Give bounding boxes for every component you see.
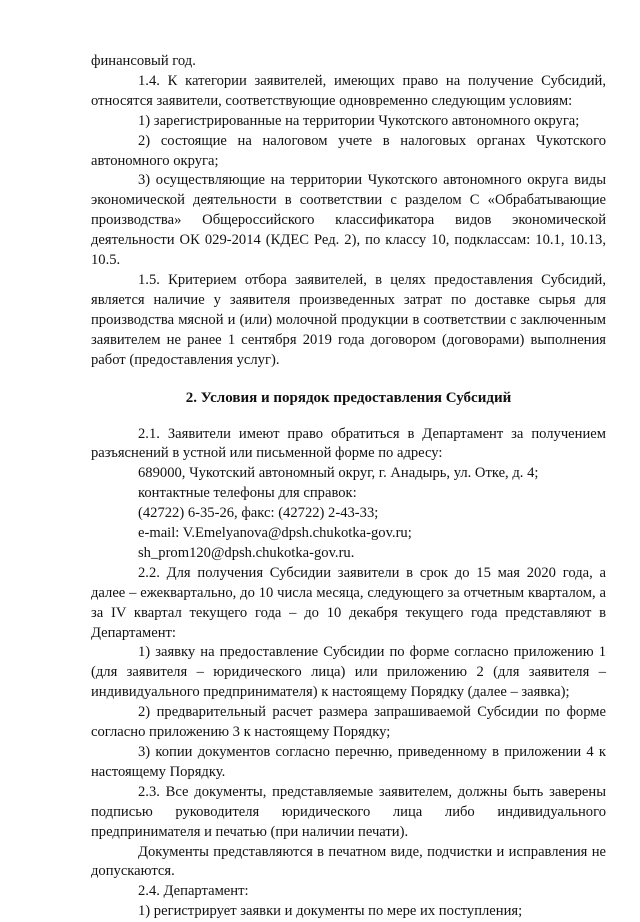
document-page [91, 52, 606, 922]
email-line-2: sh_prom120@dpsh.chukotka-gov.ru. [138, 544, 355, 561]
phones-line: (42722) 6-35-26, факс: (42722) 2-43-33; [138, 505, 379, 522]
list-item-2: 2) предварительный расчет размера запрашиваемой Субсидии по форме согласно приложению 3 к настоящему Порядку; [91, 704, 606, 741]
paragraph-1-4: 1.4. К категории заявителей, имеющих право на получение Субсидий, относятся заявители, соответствующие одновременно следующим условиям: [91, 72, 606, 109]
condition-2: 2) состоящие на налоговом учете в налоговых органах Чукотского автономного округа; [91, 132, 606, 169]
paragraph-2-4-item-1: 1) регистрирует заявки и документы по мере их поступления; [138, 903, 523, 920]
paragraph-2-1: 2.1. Заявители имеют право обратиться в Департамент за получением разъяснений в устной или письменной форме по адресу: [91, 425, 606, 462]
list-item-3: 3) копии документов согласно перечню, приведенному в приложении 4 к настоящему Порядку. [91, 744, 606, 780]
section-2-heading: 2. Условия и порядок предоставления Субсидий [185, 389, 512, 406]
paragraph-2-3: 2.3. Все документы, представляемые заявителем, должны быть заверены подписью руководителя юридического лица либо индивидуального предпринимателя и печатью (при наличии печати). [91, 783, 606, 840]
paragraph-2-3-documents: Документы представляются в печатном виде, подчистки и исправления не допускаются. [91, 843, 606, 880]
paragraph-1-5: 1.5. Критерием отбора заявителей, в целях предоставления Субсидий, является наличие у заявителя произведенных затрат по доставке сырья для производства мясной и (или) молочной продукции в соответствии с заключенным заявителем не ранее 1 сентября 2019 года договором (договорами) выполнения работ (предоставления услуг). [91, 271, 606, 368]
condition-3: 3) осуществляющие на территории Чукотского автономного округа виды экономической деятельности в соответствии с разделом С «Обрабатывающие производства» Общероссийского классификатора видов экономической деятельности ОК 029-2014 (КДЕС Ред. 2), по классу 10, подклассам: 10.1, 10.13, 10.5. [91, 172, 606, 269]
phones-label: контактные телефоны для справок: [138, 485, 357, 502]
paragraph-2-2: 2.2. Для получения Субсидии заявители в срок до 15 мая 2020 года, а далее – ежеквартально, до 10 числа месяца, следующего за отчетным кварталом, а за IV квартал текущего года – до 10 декабря текущего года представляют в Департамент: [91, 564, 606, 641]
paragraph-2-4: 2.4. Департамент: [138, 883, 249, 900]
list-item-1: 1) заявку на предоставление Субсидии по форме согласно приложению 1 (для заявителя – юридического лица) или приложению 2 (для заявителя – индивидуального предпринимателя) к настоящему Порядку (далее – заявка); [91, 644, 606, 701]
continuation-text: финансовый год. [91, 53, 196, 69]
condition-1: 1) зарегистрированные на территории Чукотского автономного округа; [138, 112, 580, 129]
address-line: 689000, Чукотский автономный округ, г. Анадырь, ул. Отке, д. 4; [138, 465, 539, 482]
email-line-1: e-mail: V.Emelyanova@dpsh.chukotka-gov.ru; [138, 525, 412, 542]
